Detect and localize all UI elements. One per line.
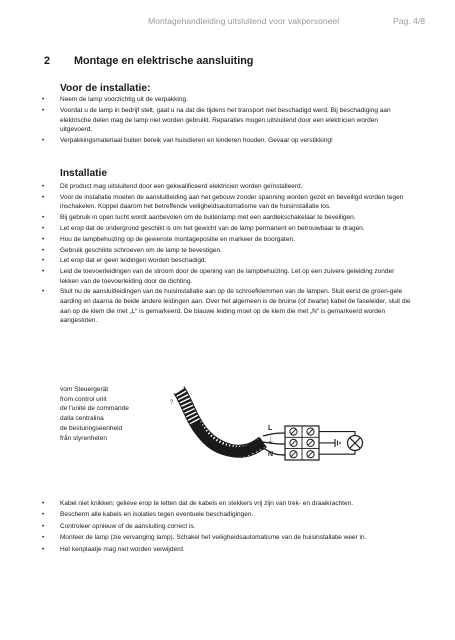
control-unit-labels: [60, 385, 129, 443]
list-item-text: Dit product mag uitsluitend door een gekwalificeerd elektricien worden geïnstalleerd.: [60, 183, 303, 190]
list-item-text: Voor de installatie moeten de aansluitleiding aan het gebouw zonder spanning worden gezet en beveiligd worden tegen inschakelen. Koppel daarom het betreffende veiligheidsautomatisme van de huisinstallatie los.: [60, 193, 404, 211]
bullet: •: [42, 534, 45, 542]
list-item-text: Leid de toevoerleidingen van de stroom door de opening van de lampbehuizing. Let op een zuivere geleiding zonder lekken van de toevoerleiding door de dichting.: [60, 268, 395, 285]
chapter-number: 2: [44, 55, 51, 67]
list-item: [0, 213, 455, 223]
list-item: [0, 287, 455, 325]
label-dutch: de besturingseenheid: [60, 424, 123, 432]
bullet: •: [42, 522, 45, 530]
list-item-text: Neem de lamp voorzichtig uit de verpakking.: [60, 96, 188, 103]
list-item: [0, 499, 455, 509]
label-italian: dalla centralina: [60, 415, 104, 423]
terminal-screw-icon: [307, 439, 314, 446]
list-item: [0, 522, 455, 532]
page-header: [0, 16, 455, 28]
list-item-text: Controleer opnieuw of de aansluiting correct is.: [60, 522, 196, 530]
final-steps-list: [0, 499, 455, 556]
bullet: •: [42, 235, 45, 243]
list-item: [0, 182, 455, 192]
list-item-text: Sluit nu de aansluitleidingen van de huisinstallatie aan op de schroefklemmen van de lampen. Sluit eerst de groen-gele aarding en daarna de beide andere leidingen aan. Over het algemeen is de bruine (of zwarte) kabel de faseleider, sluit die aan op de klem die met „L“ is gemarkeerd. De blauwe leiding moet op de klem die met „N“ is gemarkeerd worden aangesloten.: [60, 288, 411, 325]
terminal-screw-icon: [290, 428, 297, 435]
list-item-text: Monteer de lamp (zie vervanging lamp). Schakel het veiligheidsautomatisme van de huisinstallatie weer in.: [60, 534, 367, 542]
section-title-installation: Installatie: [60, 168, 107, 179]
wiring-diagram: [165, 378, 385, 483]
list-item: [0, 95, 455, 105]
list-item: [0, 224, 455, 234]
installation-list: [0, 182, 455, 327]
bullet: •: [42, 214, 45, 222]
header-title: Montagehandleiding uitsluitend voor vakpersoneel: [148, 16, 340, 26]
list-item-text: Let erop dat er geen leidingen worden beschadigd.: [60, 257, 207, 265]
list-item: [0, 545, 455, 555]
bullet: •: [42, 96, 45, 103]
terminal-screw-icon: [307, 451, 314, 458]
section-title-before-installation: Voor de installatie:: [60, 83, 151, 94]
list-item-text: Het kenplaatje mag niet worden verwijderd.: [60, 545, 185, 553]
list-item: [0, 533, 455, 543]
bullet: •: [42, 257, 45, 265]
svg-text:?: ?: [170, 400, 174, 406]
bullet: •: [42, 193, 45, 201]
label-swedish: från styrenheten: [60, 434, 107, 442]
bullet: •: [42, 545, 45, 553]
list-item: [0, 246, 455, 256]
bullet: •: [42, 224, 45, 232]
label-english: from control unit: [60, 395, 107, 403]
terminal-screw-icon: [290, 439, 297, 446]
list-item: [0, 235, 455, 245]
list-item: [0, 136, 455, 146]
list-item: [0, 106, 455, 135]
terminal-label-l: L: [268, 425, 273, 432]
list-item: [0, 510, 455, 520]
lamp-symbol-icon: [348, 436, 363, 451]
list-item-text: Kabel niet knikken; gelieve erop te letten dat de kabels en stekkers vrij zijn van trek- en draaikrachten.: [60, 500, 354, 507]
chapter-title: Montage en elektrische aansluiting: [74, 55, 254, 67]
terminal-screw-icon: [290, 451, 297, 458]
list-item: [0, 256, 455, 266]
terminal-label-n: N: [268, 451, 274, 458]
bullet: •: [42, 500, 45, 507]
list-item-text: Bescherm alle kabels en isolaties tegen eventuele beschadigingen.: [60, 511, 254, 519]
bullet: •: [42, 288, 45, 296]
list-item: [0, 267, 455, 286]
corrugated-cable: [179, 390, 263, 452]
bullet: •: [42, 137, 45, 145]
list-item-text: Gebruik geschikte schroeven om de lamp te bevestigen.: [60, 246, 222, 254]
bullet: •: [42, 107, 45, 115]
before-installation-list: [0, 95, 455, 147]
label-german: vom Steuergerät: [60, 386, 109, 393]
bullet: •: [42, 183, 45, 190]
list-item: [0, 193, 455, 212]
bullet: •: [42, 511, 45, 519]
terminal-block: [285, 426, 319, 460]
terminal-screw-icon: [307, 428, 314, 435]
label-french: de l'unité de commande: [60, 405, 129, 413]
earth-symbol-icon: ⏚: [267, 437, 274, 445]
list-item-text: Bij gebruik in open lucht wordt aanbevolen om de buitenlamp met een aardlekschakelaar te beveiligen.: [60, 214, 356, 222]
list-item-text: Verpakkingsmateriaal buiten bereik van huisdieren en kinderen houden. Gevaar op verstikking!: [60, 137, 333, 145]
bullet: •: [42, 246, 45, 254]
page-number: Pag. 4/8: [393, 16, 426, 26]
bullet: •: [42, 268, 45, 276]
list-item-text: Voordat u de lamp in bedrijf stelt, gaat u na dat die tijdens het transport niet beschadigd werd. Bij beschadiging aan elektrische delen mag de lamp niet worden gebruikt. Reparaties mogen uitsluitend door een elektricien worden uitgevoerd.: [60, 107, 391, 134]
list-item-text: Hou de lampbehuizing op de gewenste montagepositie en markeer de boorgaten.: [60, 235, 295, 243]
list-item-text: Let erop dat de ondergrond geschikt is om het gewicht van de lamp permanent en betrouwbaar te dragen.: [60, 224, 365, 232]
